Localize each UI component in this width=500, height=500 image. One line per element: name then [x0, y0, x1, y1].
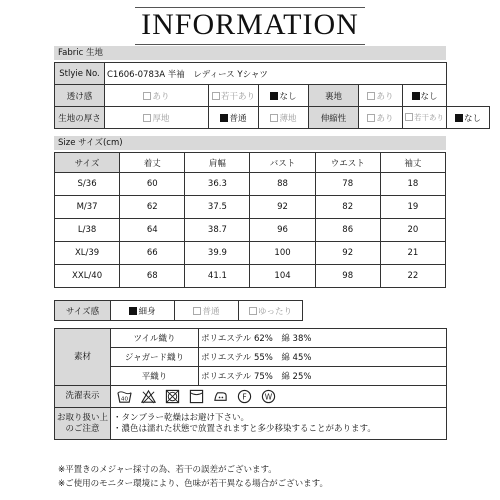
size-cell: XXL/40 [55, 265, 120, 288]
table-row [55, 242, 446, 265]
stretch-option: なし [447, 107, 490, 129]
size-cell: 22 [380, 265, 445, 288]
size-cell: 37.5 [185, 196, 250, 219]
dry-clean-f-icon [237, 389, 252, 404]
table-row [55, 219, 446, 242]
fit-table [54, 300, 303, 321]
size-col-header: ウエスト [315, 153, 380, 173]
checkbox-icon [270, 114, 278, 122]
size-cell: 21 [380, 242, 445, 265]
svg-text:F: F [242, 392, 247, 402]
size-cell: 92 [315, 242, 380, 265]
size-cell: 98 [315, 265, 380, 288]
size-col-header: 着丈 [120, 153, 185, 173]
style-no-value: C1606-0783A 半袖 レディース Yシャツ [105, 63, 447, 85]
stretch-option: 若干あり [403, 107, 447, 129]
size-cell: XL/39 [55, 242, 120, 265]
size-cell: 78 [315, 173, 380, 196]
sheerness-option: あり [105, 85, 209, 107]
svg-text:40: 40 [120, 396, 129, 403]
size-cell: 92 [250, 196, 315, 219]
handling-label: お取り扱い上のご注意 [55, 408, 111, 440]
note-line: ※平置きのメジャー採寸の為、若干の誤差がございます。 [58, 465, 277, 475]
size-cell: 104 [250, 265, 315, 288]
thickness-option: 厚地 [105, 107, 209, 129]
size-cell: 60 [120, 173, 185, 196]
material-row [55, 367, 447, 386]
checkbox-icon [143, 92, 151, 100]
handling-line: ・濃色は濡れた状態で放置されますと多少移染することがあります。 [113, 423, 376, 434]
care-symbols [111, 386, 447, 408]
checkbox-icon [270, 92, 278, 100]
size-cell: 66 [120, 242, 185, 265]
stretch-extra-table [446, 106, 490, 129]
table-row [55, 196, 446, 219]
checkbox-icon [129, 307, 137, 315]
size-cell: 41.1 [185, 265, 250, 288]
material-table [54, 328, 447, 440]
size-cell: 20 [380, 219, 445, 242]
size-cell: 86 [315, 219, 380, 242]
composition-value: ポリエステル 75% 綿 25% [199, 367, 447, 386]
fit-option: 普通 [175, 301, 239, 321]
lining-option: あり [359, 85, 403, 107]
checkbox-icon [193, 307, 201, 315]
sheerness-label: 透け感 [55, 85, 105, 107]
fit-label: サイズ感 [55, 301, 111, 321]
checkbox-icon [249, 307, 257, 315]
sheerness-option: 若干あり [209, 85, 259, 107]
fit-option: 細身 [111, 301, 175, 321]
handling-text [111, 408, 447, 440]
iron-medium-icon [213, 389, 228, 404]
checkbox-icon [367, 114, 375, 122]
size-cell: L/38 [55, 219, 120, 242]
style-no-label: Stlyie No. [55, 63, 105, 85]
composition-value: ポリエステル 55% 綿 45% [199, 348, 447, 367]
sheerness-option: なし [259, 85, 309, 107]
fit-option: ゆったり [239, 301, 303, 321]
fabric-section-header: Fabric 生地 [54, 46, 446, 60]
no-bleach-icon [141, 389, 156, 404]
wet-clean-w-icon [261, 389, 276, 404]
stretch-label: 伸縮性 [309, 107, 359, 129]
handling-line: ・タンブラー乾燥はお避け下さい。 [113, 412, 250, 423]
title-bottom-rule [135, 44, 365, 45]
size-cell: 96 [250, 219, 315, 242]
weave-name: ツイル織り [111, 329, 199, 348]
checkbox-icon [143, 114, 151, 122]
fabric-row [55, 107, 447, 129]
table-row [55, 265, 446, 288]
size-cell: 36.3 [185, 173, 250, 196]
size-section-header: Size サイズ(cm) [54, 136, 446, 150]
wash-40-icon [117, 389, 132, 404]
size-cell: M/37 [55, 196, 120, 219]
composition-value: ポリエステル 62% 綿 38% [199, 329, 447, 348]
care-row [55, 386, 447, 408]
size-cell: 82 [315, 196, 380, 219]
size-cell: S/36 [55, 173, 120, 196]
size-col-header: サイズ [55, 153, 120, 173]
page-title: INFORMATION [141, 8, 359, 41]
note-line: ※ご使用のモニター環境により、色味が若干異なる場合がございます。 [58, 479, 328, 489]
handling-row [55, 408, 447, 440]
checkbox-icon [405, 113, 413, 121]
lining-option: なし [403, 85, 447, 107]
size-cell: 18 [380, 173, 445, 196]
weave-name: 平織り [111, 367, 199, 386]
size-cell: 19 [380, 196, 445, 219]
svg-text:W: W [264, 392, 273, 402]
care-label: 洗濯表示 [55, 386, 111, 408]
size-cell: 68 [120, 265, 185, 288]
thickness-option: 薄地 [259, 107, 309, 129]
size-cell: 62 [120, 196, 185, 219]
table-row [55, 173, 446, 196]
size-col-header: 肩幅 [185, 153, 250, 173]
size-col-header: バスト [250, 153, 315, 173]
size-col-header: 袖丈 [380, 153, 445, 173]
fabric-table [54, 62, 447, 129]
thickness-label: 生地の厚さ [55, 107, 105, 129]
thickness-option: 普通 [209, 107, 259, 129]
size-cell: 39.9 [185, 242, 250, 265]
hang-dry-icon [189, 389, 204, 404]
material-row [55, 329, 447, 348]
checkbox-icon [220, 114, 228, 122]
checkbox-icon [212, 92, 220, 100]
checkbox-icon [455, 114, 463, 122]
checkbox-icon [367, 92, 375, 100]
size-cell: 88 [250, 173, 315, 196]
title-top-rule [135, 7, 365, 8]
no-tumble-dry-icon [165, 389, 180, 404]
fabric-row [55, 85, 447, 107]
material-label: 素材 [55, 329, 111, 386]
stretch-option: あり [359, 107, 403, 129]
size-cell: 64 [120, 219, 185, 242]
checkbox-icon [412, 92, 420, 100]
size-cell: 38.7 [185, 219, 250, 242]
weave-name: ジャガード織り [111, 348, 199, 367]
size-cell: 100 [250, 242, 315, 265]
size-table [54, 152, 446, 288]
material-row [55, 348, 447, 367]
lining-label: 裏地 [309, 85, 359, 107]
